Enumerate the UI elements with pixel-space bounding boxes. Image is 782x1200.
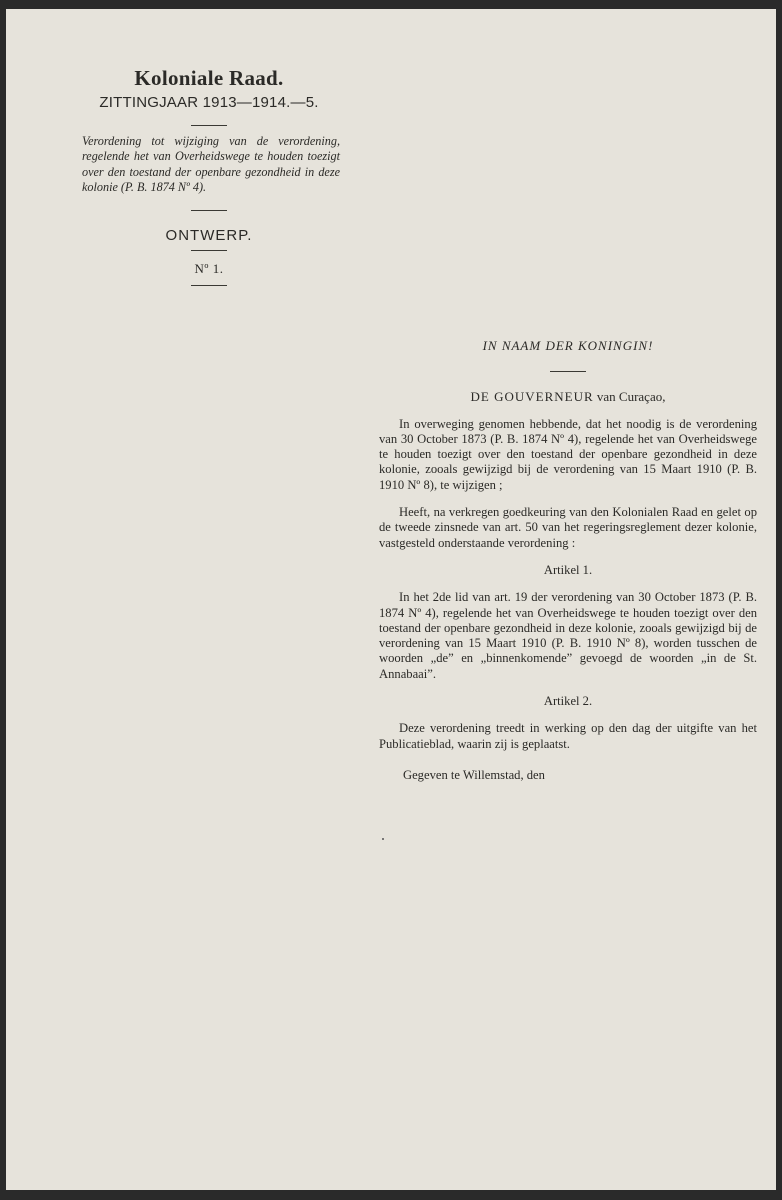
paper-speck bbox=[382, 838, 384, 840]
divider bbox=[191, 250, 227, 251]
signoff-line: Gegeven te Willemstad, den bbox=[403, 767, 545, 782]
document-subject: Verordening tot wijziging van de verordening, regelende het van Overheidswege te houden toezigt over den toestand der openbare gezondheid in deze kolonie (P. B. 1874 Nº 4). bbox=[82, 134, 340, 195]
document-page bbox=[6, 9, 776, 1190]
header-block bbox=[76, 66, 342, 286]
royal-heading: IN NAAM DER KONINGIN! bbox=[482, 338, 654, 353]
session-year: ZITTINGJAAR 1913—1914.—5. bbox=[99, 94, 319, 111]
governor-location: van Curaçao, bbox=[593, 389, 666, 405]
divider bbox=[191, 285, 227, 286]
article-2-text: Deze verordening treedt in werking op den dag der uitgifte van het Publicatieblad, waarin zij is geplaatst. bbox=[379, 721, 757, 751]
enactment-paragraph: Heeft, na verkregen goedkeuring van den Kolonialen Raad en gelet op de tweede zinsnede van art. 50 van het regeringsreglement dezer kolonie, vastgesteld onderstaande verordening : bbox=[379, 505, 757, 550]
preamble-paragraph: In overweging genomen hebbende, dat het noodig is de verordening van 30 October 1873 (P. B. 1874 Nº 4), regelende het van Overheidswege te houden toezigt over den toestand der openbare gezondheid in deze kolonie, zooals gewijzigd bij de verordening van 15 Maart 1910 (P. B. 1910 Nº 8), te wijzigen ; bbox=[379, 416, 757, 492]
article-2-heading: Artikel 2. bbox=[543, 694, 593, 709]
document-title: Koloniale Raad. bbox=[134, 66, 284, 90]
article-1-text: In het 2de lid van art. 19 der verordening van 30 October 1873 (P. B. 1874 Nº 4), regelende het van Overheidswege te houden toezigt over den toestand der openbare gezondheid in deze kolonie, zooals gewijzigd bij de verordening van 15 Maart 1910 (P. B. 1910 Nº 8), worden tusschen de woorden „de” en „binnenkomende” gevoegd de woorden „in de St. Annabaai”. bbox=[379, 590, 757, 681]
governor-title: DE GOUVERNEUR bbox=[470, 389, 594, 405]
governor-line bbox=[379, 389, 757, 404]
article-1-heading: Artikel 1. bbox=[543, 562, 593, 577]
divider bbox=[191, 210, 227, 211]
divider bbox=[191, 125, 227, 126]
divider bbox=[550, 371, 586, 372]
ordinance-body bbox=[379, 338, 757, 783]
draft-label: ONTWERP. bbox=[165, 226, 253, 244]
draft-number: Nº 1. bbox=[194, 260, 224, 276]
